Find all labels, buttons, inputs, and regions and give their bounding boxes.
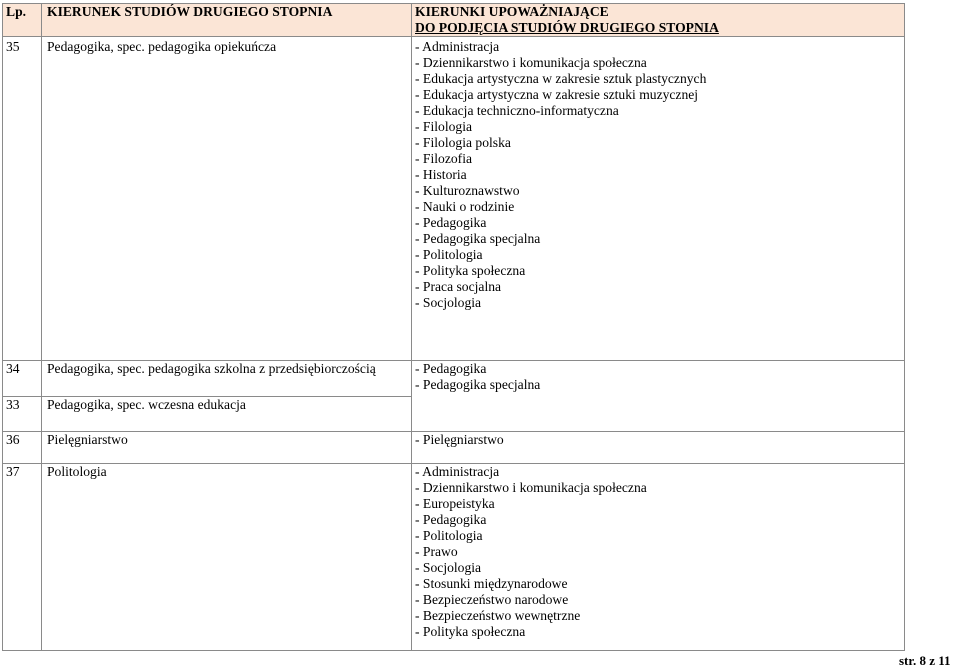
eligible-item: - Dziennikarstwo i komunikacja społeczna (415, 55, 647, 70)
row-lp: 36 (6, 432, 20, 447)
eligible-item: - Kulturoznawstwo (415, 183, 520, 198)
eligible-item: - Filologia (415, 119, 473, 134)
table-row (3, 361, 905, 397)
eligible-item: - Politologia (415, 247, 483, 262)
row-lp: 37 (6, 464, 20, 479)
row-eligible-list (412, 432, 904, 448)
eligible-item: - Politologia (415, 528, 483, 543)
eligible-item: - Edukacja techniczno-informatyczna (415, 103, 619, 118)
eligible-item: - Edukacja artystyczna w zakresie sztuki muzycznej (415, 87, 699, 102)
eligible-item: - Historia (415, 167, 467, 182)
row-program: Pedagogika, spec. wczesna edukacja (47, 397, 246, 412)
eligible-item: - Pedagogika specjalna (415, 231, 541, 246)
eligible-item: - Polityka społeczna (415, 624, 526, 639)
eligible-item: - Prawo (415, 544, 458, 559)
row-program: Pielęgniarstwo (47, 432, 128, 447)
eligible-item: - Bezpieczeństwo wewnętrzne (415, 608, 581, 623)
row-lp: 35 (6, 39, 20, 54)
eligible-item: - Socjologia (415, 560, 482, 575)
header-eligible-line2: DO PODJĘCIA STUDIÓW DRUGIEGO STOPNIA (415, 20, 719, 35)
eligible-item: - Filozofia (415, 151, 473, 166)
eligible-item: - Pedagogika (415, 512, 487, 527)
eligible-item: - Edukacja artystyczna w zakresie sztuk plastycznych (415, 71, 707, 86)
table-row (3, 464, 905, 651)
eligible-item: - Polityka społeczna (415, 263, 526, 278)
eligible-item: - Praca socjalna (415, 279, 502, 294)
table-row (3, 432, 905, 464)
eligible-item: - Pielęgniarstwo (415, 432, 504, 447)
eligible-item: - Pedagogika (415, 215, 487, 230)
header-lp: Lp. (6, 4, 27, 19)
header-program: KIERUNEK STUDIÓW DRUGIEGO STOPNIA (47, 4, 333, 19)
table-row (3, 37, 905, 361)
row-lp: 34 (6, 361, 20, 376)
row-lp: 33 (6, 397, 20, 412)
table-header-row (3, 4, 905, 37)
page-number: str. 8 z 11 (899, 653, 951, 668)
eligible-item: - Bezpieczeństwo narodowe (415, 592, 569, 607)
row-program: Pedagogika, spec. pedagogika szkolna z przedsiębiorczością (47, 361, 376, 376)
header-eligible-line1: KIERUNKI UPOWAŻNIAJĄCE (415, 4, 609, 19)
row-eligible-list (412, 464, 904, 640)
programs-table (2, 3, 905, 651)
eligible-item: - Europeistyka (415, 496, 495, 511)
row-eligible-list (412, 37, 904, 311)
row-program: Pedagogika, spec. pedagogika opiekuńcza (47, 39, 277, 54)
eligible-item: - Socjologia (415, 295, 482, 310)
eligible-item: - Nauki o rodzinie (415, 199, 515, 214)
eligible-item: - Stosunki międzynarodowe (415, 576, 568, 591)
row-program: Politologia (47, 464, 107, 479)
row-eligible-list (412, 361, 904, 393)
eligible-item: - Administracja (415, 39, 500, 54)
eligible-item: - Pedagogika (415, 361, 487, 376)
eligible-item: - Administracja (415, 464, 500, 479)
eligible-item: - Dziennikarstwo i komunikacja społeczna (415, 480, 647, 495)
eligible-item: - Pedagogika specjalna (415, 377, 541, 392)
eligible-item: - Filologia polska (415, 135, 511, 150)
